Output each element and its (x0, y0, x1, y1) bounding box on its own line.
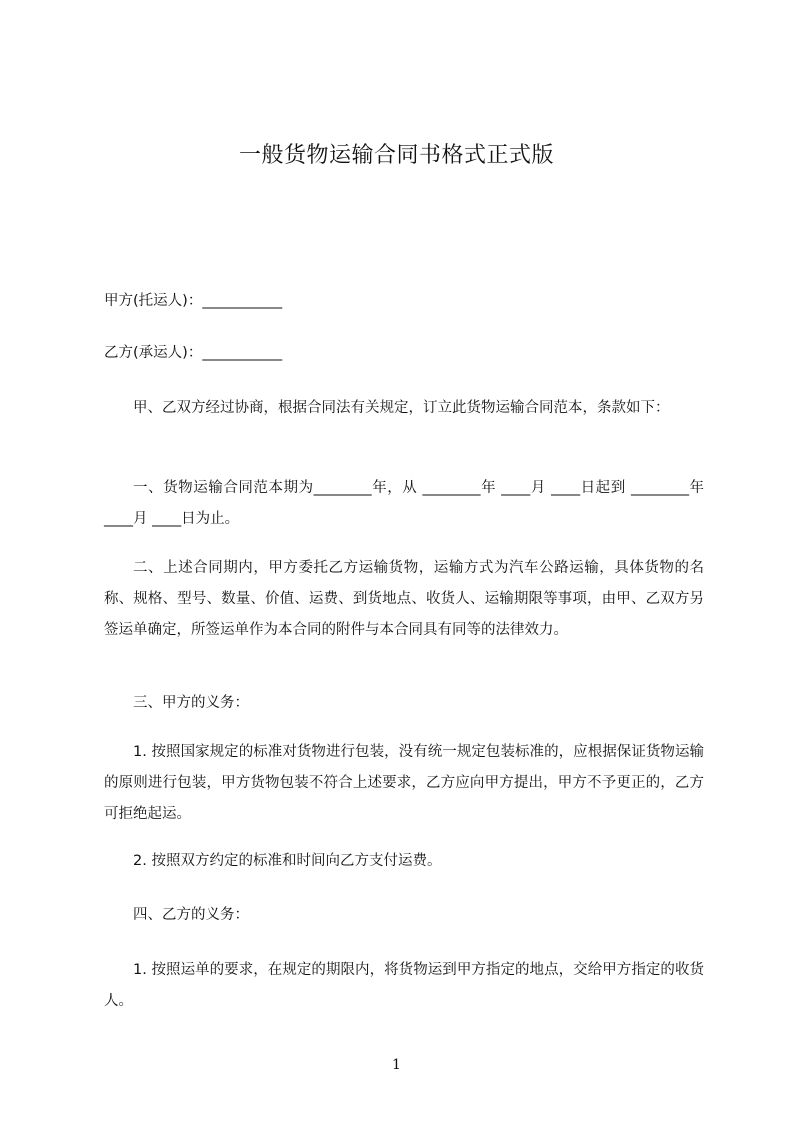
party-a-duty-1-paragraph: 1. 按照国家规定的标准对货物进行包装，没有统一规定包装标准的，应根据保证货物运输的原则进行包装，甲方货物包装不符合上述要求，乙方应向甲方提出，甲方不予更正的，乙方可拒绝起运。 (104, 744, 704, 822)
party-b-line: 乙方(承运人)：___________ (104, 345, 283, 361)
party-b-duty-1-paragraph: 1. 按照运单的要求，在规定的期限内，将货物运到甲方指定的地点，交给甲方指定的收货人。 (104, 962, 704, 1009)
document-title: 一般货物运输合同书格式正式版 (238, 143, 554, 168)
party-a-line: 甲方(托运人)：___________ (104, 293, 283, 309)
clause-2-paragraph: 二、上述合同期内，甲方委托乙方运输货物，运输方式为汽车公路运输，具体货物的名称、规格、型号、数量、价值、运费、到货地点、收货人、运输期限等事项，由甲、乙双方另签运单确定，所签运单作为本合同的附件与本合同具有同等的法律效力。 (104, 560, 704, 638)
section-3-heading: 三、甲方的义务： (133, 695, 249, 711)
section-4-heading: 四、乙方的义务： (133, 907, 249, 923)
preamble-paragraph: 甲、乙双方经过协商，根据合同法有关规定，订立此货物运输合同范本，条款如下： (133, 400, 670, 416)
clause-1-paragraph: 一、货物运输合同范本期为________年，从 ________年 ____月 ____日起到 ________年 ____月 ____日为止。 (104, 480, 704, 527)
page-number: 1 (392, 1057, 401, 1073)
party-a-duty-2-paragraph: 2. 按照双方约定的标准和时间向乙方支付运费。 (133, 853, 442, 869)
